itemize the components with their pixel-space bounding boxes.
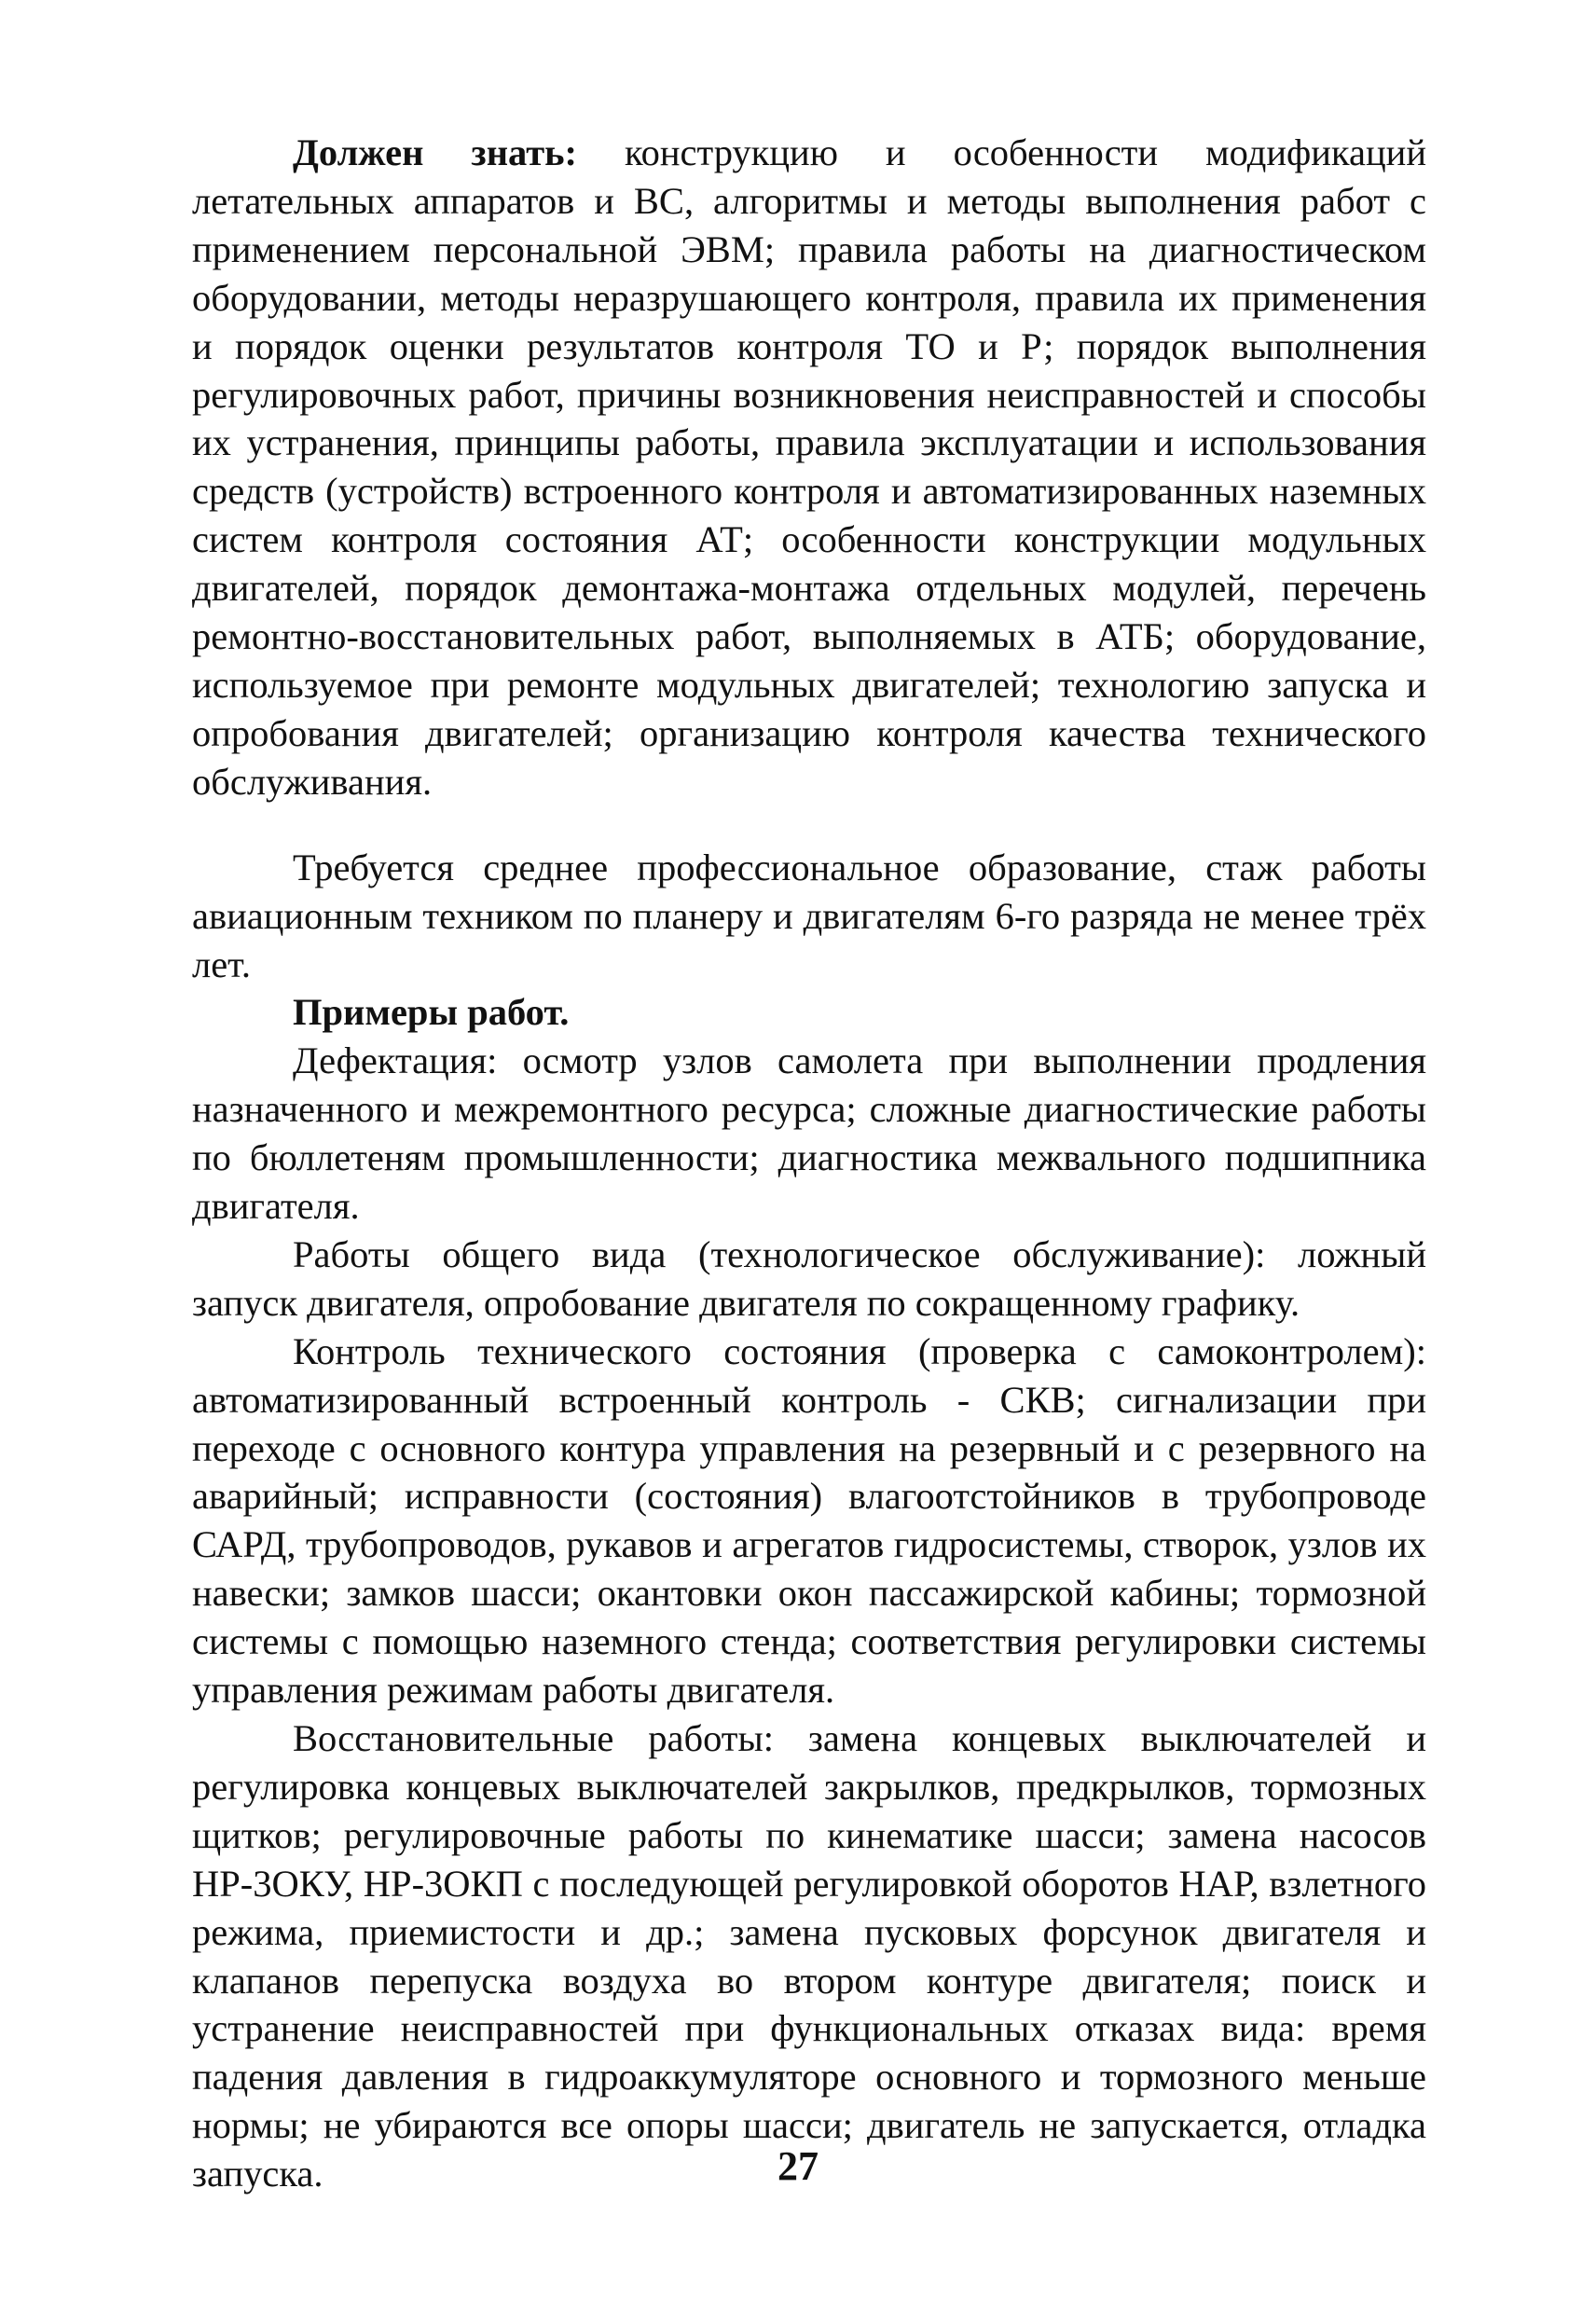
paragraph-general-works: Работы общего вида (технологическое обслуживание): ложный запуск двигателя, опробование двигателя по сокращенному графику. <box>192 1232 1426 1324</box>
paragraph-text: конструкцию и особенности модификаций летательных аппаратов и ВС, алгоритмы и методы выполнения работ с применением персональной ЭВМ; правила работы на диагностическом оборудовании, методы неразрушающего контроля, правила их применения и порядок оценки результатов контроля ТО и Р; порядок выполнения регулировочных работ, причины возникновения неисправностей и способы их устранения, принципы работы, правила эксплуатации и использования средств (устройств) встроенного контроля и автоматизированных наземных систем контроля состояния АТ; особенности конструкции модульных двигателей, порядок демонтажа-монтажа отдельных модулей, перечень ремонтно-восстановительных работ, выполняемых в АТБ; оборудование, используемое при ремонте модульных двигателей; технологию запуска и опробования двигателей; организацию контроля качества технического обслуживания. <box>192 131 1426 803</box>
page-number: 27 <box>777 2143 819 2189</box>
paragraph-restoration-works: Восстановительные работы: замена концевых выключателей и регулировка концевых выключателей закрылков, предкрылков, тормозных щитков; регулировочные работы по кинематике шасси; замена насосов НР-3ОКУ, НР-3ОКП с последующей регулировкой оборотов НАР, взлетного режима, приемистости и др.; замена пусковых форсунок двигателя и клапанов перепуска воздуха во втором контуре двигателя; поиск и устранение неисправностей при функциональных отказах вида: время падения давления в гидроаккумуляторе основного и тормозного меньше нормы; не убираются все опоры шасси; двигатель не запускается, отладка запуска. <box>192 1717 1426 2195</box>
paragraph-requirements: Требуется среднее профессиональное образование, стаж работы авиационным техником по планеру и двигателям 6-го разряда не менее трёх лет. <box>192 846 1426 985</box>
paragraph-condition-control: Контроль технического состояния (проверка с самоконтролем): автоматизированный встроенный контроль - СКВ; сигнализации при переходе с основного контура управления на резервный и с резервного на аварийный; исправности (состояния) влагоотстойников в трубопроводе САРД, трубопроводов, рукавов и агрегатов гидросистемы, створок, узлов их навески; замков шасси; окантовки окон пассажирской кабины; тормозной системы с помощью наземного стенда; соответствия регулировки системы управления режимам работы двигателя. <box>192 1329 1426 1712</box>
section-heading: Примеры работ. <box>293 991 570 1034</box>
document-page <box>192 129 1426 2198</box>
paragraph-lead: Должен знать: <box>293 131 578 173</box>
paragraph-knowledge <box>192 129 1426 806</box>
paragraph-defectation: Дефектация: осмотр узлов самолета при выполнении продления назначенного и межремонтного ресурса; сложные диагностические работы по бюллетеням промышленности; диагностика межвального подшипника двигателя. <box>192 1039 1426 1228</box>
